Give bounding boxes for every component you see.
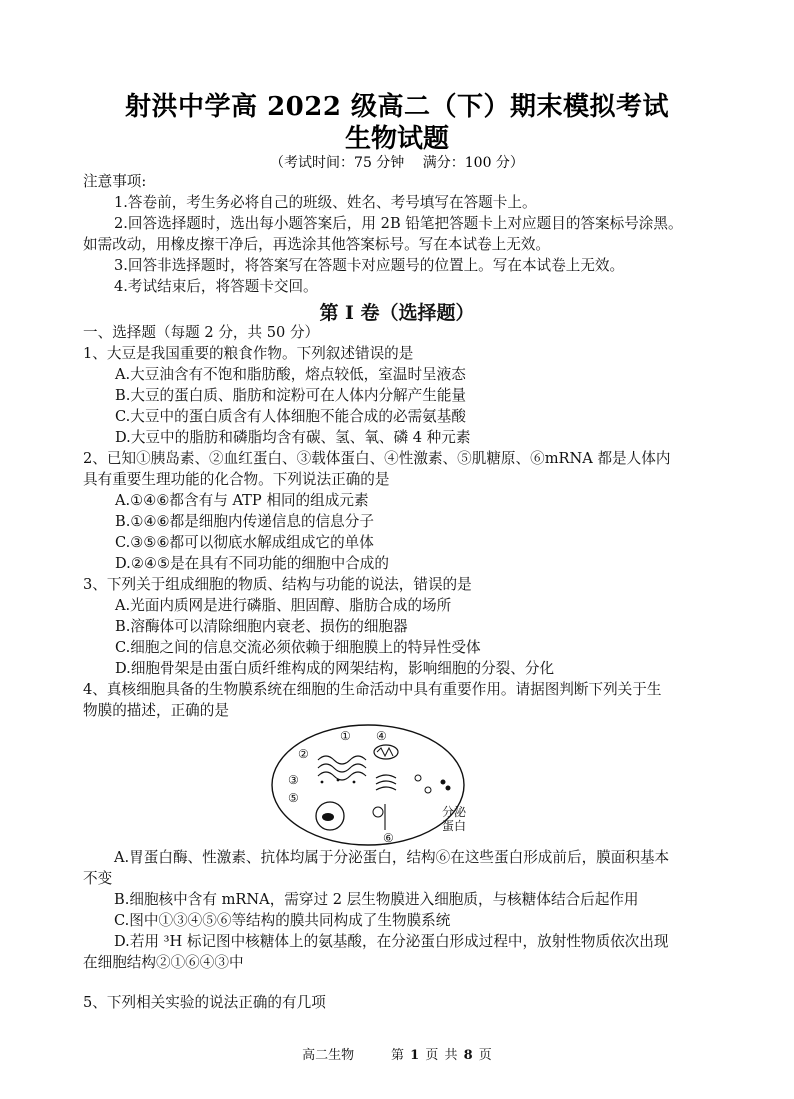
notice-item-4: 4.考试结束后，将答题卡交回。: [114, 278, 318, 295]
cell-membrane-shape: [272, 725, 467, 845]
notice-item-2-cont: 如需改动，用橡皮擦干净后，再选涂其他答案标号。写在本试卷上无效。: [83, 236, 551, 253]
q4-option-a-cont: 不变: [83, 870, 113, 887]
q1-option-d: D.大豆中的脂肪和磷脂均含有碳、氢、氧、磷 4 种元素: [115, 429, 471, 446]
cell-diagram: [268, 720, 488, 850]
section-subtitle: 一、选择题（每题 2 分，共 50 分）: [83, 324, 320, 341]
footer-page-total: 8: [463, 1048, 473, 1063]
vesicle-shape: [425, 787, 431, 793]
lysosome-shape: [373, 807, 383, 817]
q3-option-c: C.细胞之间的信息交流必须依赖于细胞膜上的特异性受体: [115, 639, 481, 656]
vesicle-shape: [441, 780, 446, 785]
footer-page-prefix: 第: [390, 1048, 404, 1063]
ribosome-dot: [321, 781, 324, 784]
secreted-label-1: 分泌: [442, 805, 467, 819]
page-footer: [0, 1044, 794, 1063]
q4-stem: 4、真核细胞具备的生物膜系统在细胞的生命活动中具有重要作用。请据图判断下列关于生: [83, 681, 662, 698]
exam-title: 射洪中学高 2022 级高二（下）期末模拟考试: [125, 92, 669, 122]
ribosome-dot: [337, 779, 340, 782]
label-5: ⑤: [288, 791, 299, 805]
q3-option-a: A.光面内质网是进行磷脂、胆固醇、脂肪合成的场所: [115, 597, 452, 614]
er-shape-2: [318, 764, 366, 772]
q1-option-a: A.大豆油含有不饱和脂肪酸，熔点较低，室温时呈液态: [115, 366, 466, 383]
notice-item-3: 3.回答非选择题时，将答案写在答题卡对应题号的位置上。写在本试卷上无效。: [114, 257, 625, 274]
label-2: ②: [298, 747, 309, 761]
secreted-label-2: 蛋白: [442, 819, 467, 833]
section-title: 第 I 卷（选择题）: [319, 302, 475, 324]
q1-option-c: C.大豆中的蛋白质含有人体细胞不能合成的必需氨基酸: [115, 408, 466, 425]
label-3: ③: [288, 773, 299, 787]
vesicle-shape: [415, 775, 421, 781]
label-1: ①: [340, 729, 351, 743]
q1-option-b: B.大豆的蛋白质、脂肪和淀粉可在人体内分解产生能量: [115, 387, 467, 404]
q4-option-a: A.胃蛋白酶、性激素、抗体均属于分泌蛋白，结构⑥在这些蛋白形成前后，膜面积基本: [114, 849, 670, 866]
vesicle-shape: [446, 786, 451, 791]
q4-option-d-cont: 在细胞结构②①⑥④③中: [83, 954, 244, 971]
q2-option-c: C.③⑤⑥都可以彻底水解成组成它的单体: [115, 534, 374, 551]
footer-subject: 高二生物: [302, 1048, 355, 1063]
golgi-shape: [376, 775, 396, 790]
q3-stem: 3、下列关于组成细胞的物质、结构与功能的说法，错误的是: [83, 576, 472, 593]
footer-page-suffix: 页: [478, 1048, 492, 1063]
q4-stem-cont: 物膜的描述，正确的是: [83, 702, 229, 719]
q1-stem: 1、大豆是我国重要的粮食作物。下列叙述错误的是: [83, 345, 414, 362]
q2-option-b: B.①④⑥都是细胞内传递信息的信息分子: [115, 513, 374, 530]
q2-option-d: D.②④⑤是在具有不同功能的细胞中合成的: [115, 555, 389, 572]
label-4: ④: [376, 729, 387, 743]
q4-option-b: B.细胞核中含有 mRNA，需穿过 2 层生物膜进入细胞质，与核糖体结合后起作用: [114, 891, 639, 908]
footer-page-number: 1: [410, 1048, 420, 1063]
mitochondrion-cristae: [377, 748, 393, 756]
label-6: ⑥: [383, 831, 394, 845]
notice-heading: 注意事项:: [83, 173, 147, 190]
subject-title: 生物试题: [344, 124, 449, 154]
notice-item-1: 1.答卷前，考生务必将自己的班级、姓名、考号填写在答题卡上。: [114, 194, 537, 211]
q2-stem-cont: 具有重要生理功能的化合物。下列说法正确的是: [83, 471, 390, 488]
ribosome-dot: [353, 781, 356, 784]
nucleolus-shape: [322, 813, 334, 821]
notice-item-2: 2.回答选择题时，选出每小题答案后，用 2B 铅笔把答题卡上对应题目的答案标号涂黑。: [114, 215, 683, 232]
q4-option-c: C.图中①③④⑤⑥等结构的膜共同构成了生物膜系统: [114, 912, 451, 929]
q3-option-b: B.溶酶体可以清除细胞内衰老、损伤的细胞器: [115, 618, 408, 635]
q4-option-d: D.若用 ³H 标记图中核糖体上的氨基酸，在分泌蛋白形成过程中，放射性物质依次出现: [114, 933, 669, 950]
q3-option-d: D.细胞骨架是由蛋白质纤维构成的网架结构，影响细胞的分裂、分化: [115, 660, 555, 677]
er-shape: [318, 756, 366, 764]
exam-info: （考试时间：75 分钟 满分：100 分）: [270, 155, 524, 171]
q2-option-a: A.①④⑥都含有与 ATP 相同的组成元素: [115, 492, 369, 509]
er-shape-3: [318, 772, 366, 780]
footer-page-mid: 页 共: [425, 1048, 458, 1063]
q2-stem: 2、已知①胰岛素、②血红蛋白、③载体蛋白、④性激素、⑤肌糖原、⑥mRNA 都是人体内: [83, 450, 671, 467]
q5-stem: 5、下列相关实验的说法正确的有几项: [83, 994, 326, 1011]
